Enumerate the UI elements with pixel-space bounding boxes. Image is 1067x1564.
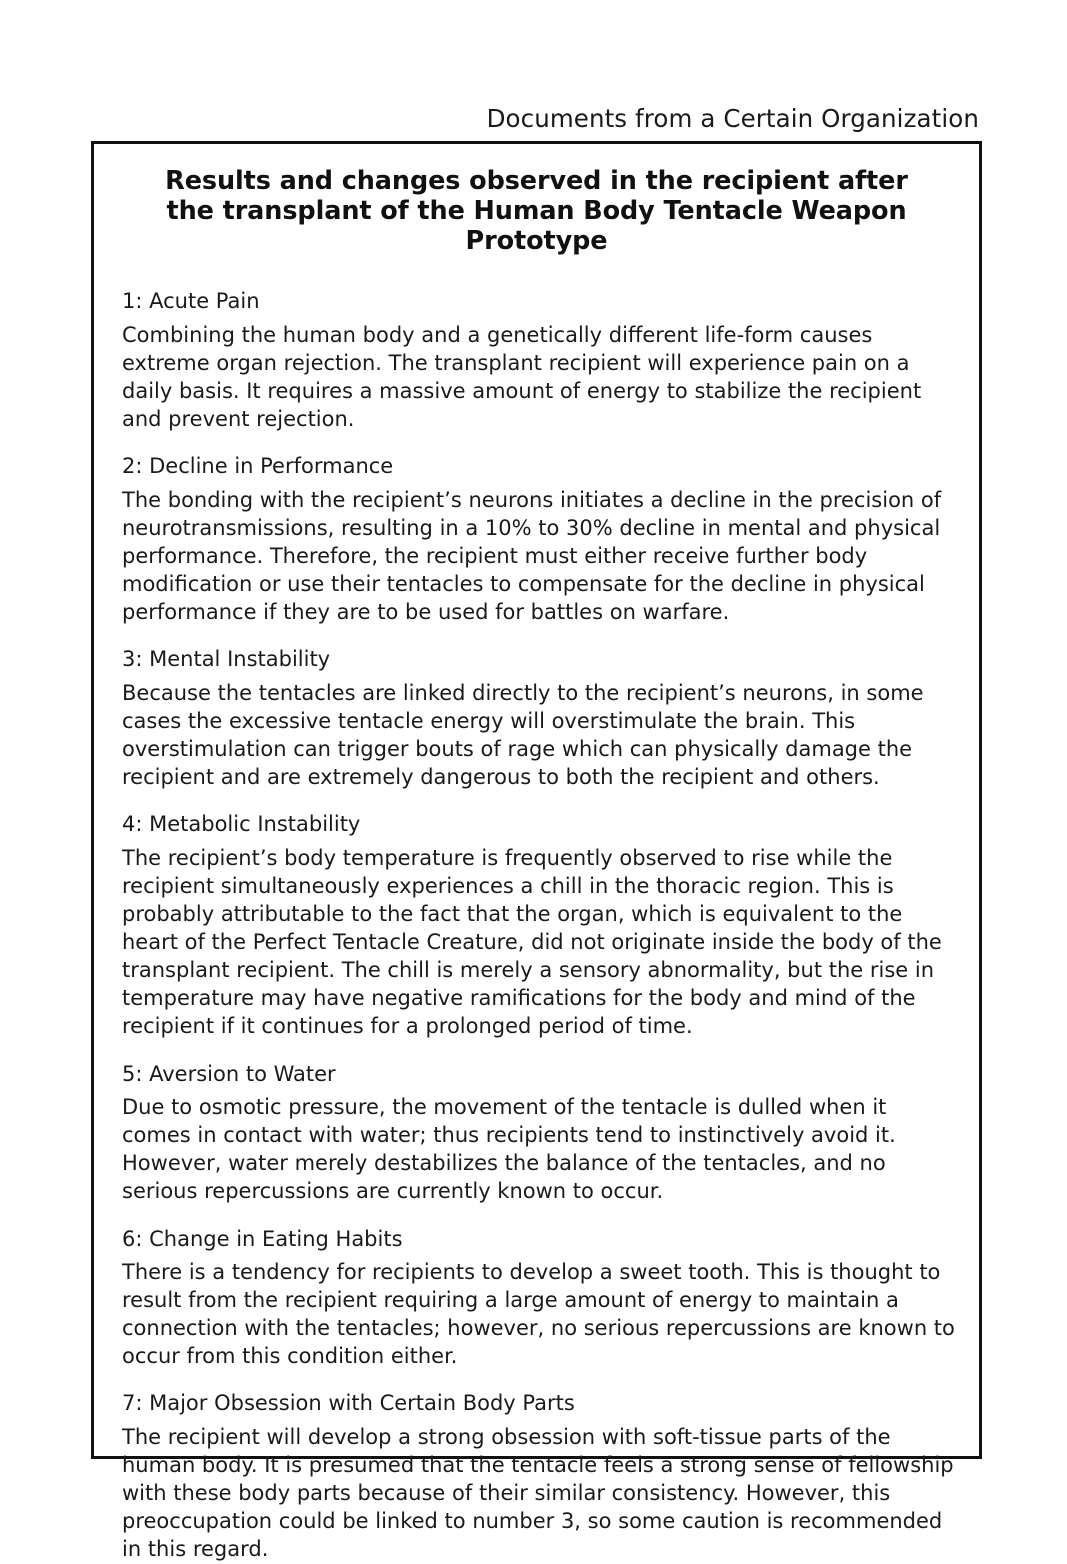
section-body: There is a tendency for recipients to develop a sweet tooth. This is thought to result from the recipient requiring a large amount of energy to maintain a connection with the tentacles; however, no serious repercussions are known to occur from this condition either. [122,1259,955,1369]
section-heading: 5: Aversion to Water [122,1061,336,1086]
document-title: Results and changes observed in the recipient after the transplant of the Human Body Tentacle Weapon Prototype [165,166,908,257]
section-body: The recipient will develop a strong obsession with soft-tissue parts of the human body. It is presumed that the tentacle feels a strong sense of fellowship with these body parts because of their similar consistency. However, this preoccupation could be linked to number 3, so some caution is recommended in this regard. [122,1424,954,1562]
section-3 [112,646,961,791]
section-5 [112,1061,961,1206]
section-body: Because the tentacles are linked directly to the recipient’s neurons, in some cases the excessive tentacle energy will overstimulate the brain. This overstimulation can trigger bouts of rage which can physically damage the recipient and are extremely dangerous to both the recipient and others. [122,680,924,790]
section-heading: 7: Major Obsession with Certain Body Parts [122,1391,575,1416]
section-2 [112,453,961,626]
section-heading: 2: Decline in Performance [122,454,394,479]
section-1 [112,288,961,433]
section-body: The bonding with the recipient’s neurons initiates a decline in the precision of neurotransmissions, resulting in a 10% to 30% decline in mental and physical performance. Therefore, the recipient must either receive further body modification or use their tentacles to compensate for the decline in physical performance if they are to be used for battles on warfare. [122,487,942,625]
section-7 [112,1390,961,1563]
document-sections [112,288,961,1563]
document-frame [91,141,982,1562]
section-4 [112,811,961,1040]
section-body: Due to osmotic pressure, the movement of the tentacle is dulled when it comes in contact with water; thus recipients tend to instinctively avoid it. However, water merely destabilizes the balance of the tentacles, and no serious repercussions are currently known to occur. [122,1095,896,1204]
section-heading: 3: Mental Instability [122,647,331,672]
section-heading: 4: Metabolic Instability [122,812,361,837]
section-heading: 6: Change in Eating Habits [122,1226,403,1251]
section-body: Combining the human body and a genetically different life-form causes extreme organ rejection. The transplant recipient will experience pain on a daily basis. It requires a massive amount of energy to stabilize the recipient and prevent rejection. [122,322,922,432]
page-header-title: Documents from a Certain Organization [486,104,979,133]
section-6 [112,1226,961,1371]
section-body: The recipient’s body temperature is frequently observed to rise while the recipient simultaneously experiences a chill in the thoracic region. This is probably attributable to the fact that the organ, which is equivalent to the heart of the Perfect Tentacle Creature, did not originate inside the body of the transplant recipient. The chill is merely a sensory abnormality, but the rise in temperature may have negative ramifications for the body and mind of the recipient if it continues for a prolonged period of time. [122,845,942,1039]
section-heading: 1: Acute Pain [122,289,260,314]
